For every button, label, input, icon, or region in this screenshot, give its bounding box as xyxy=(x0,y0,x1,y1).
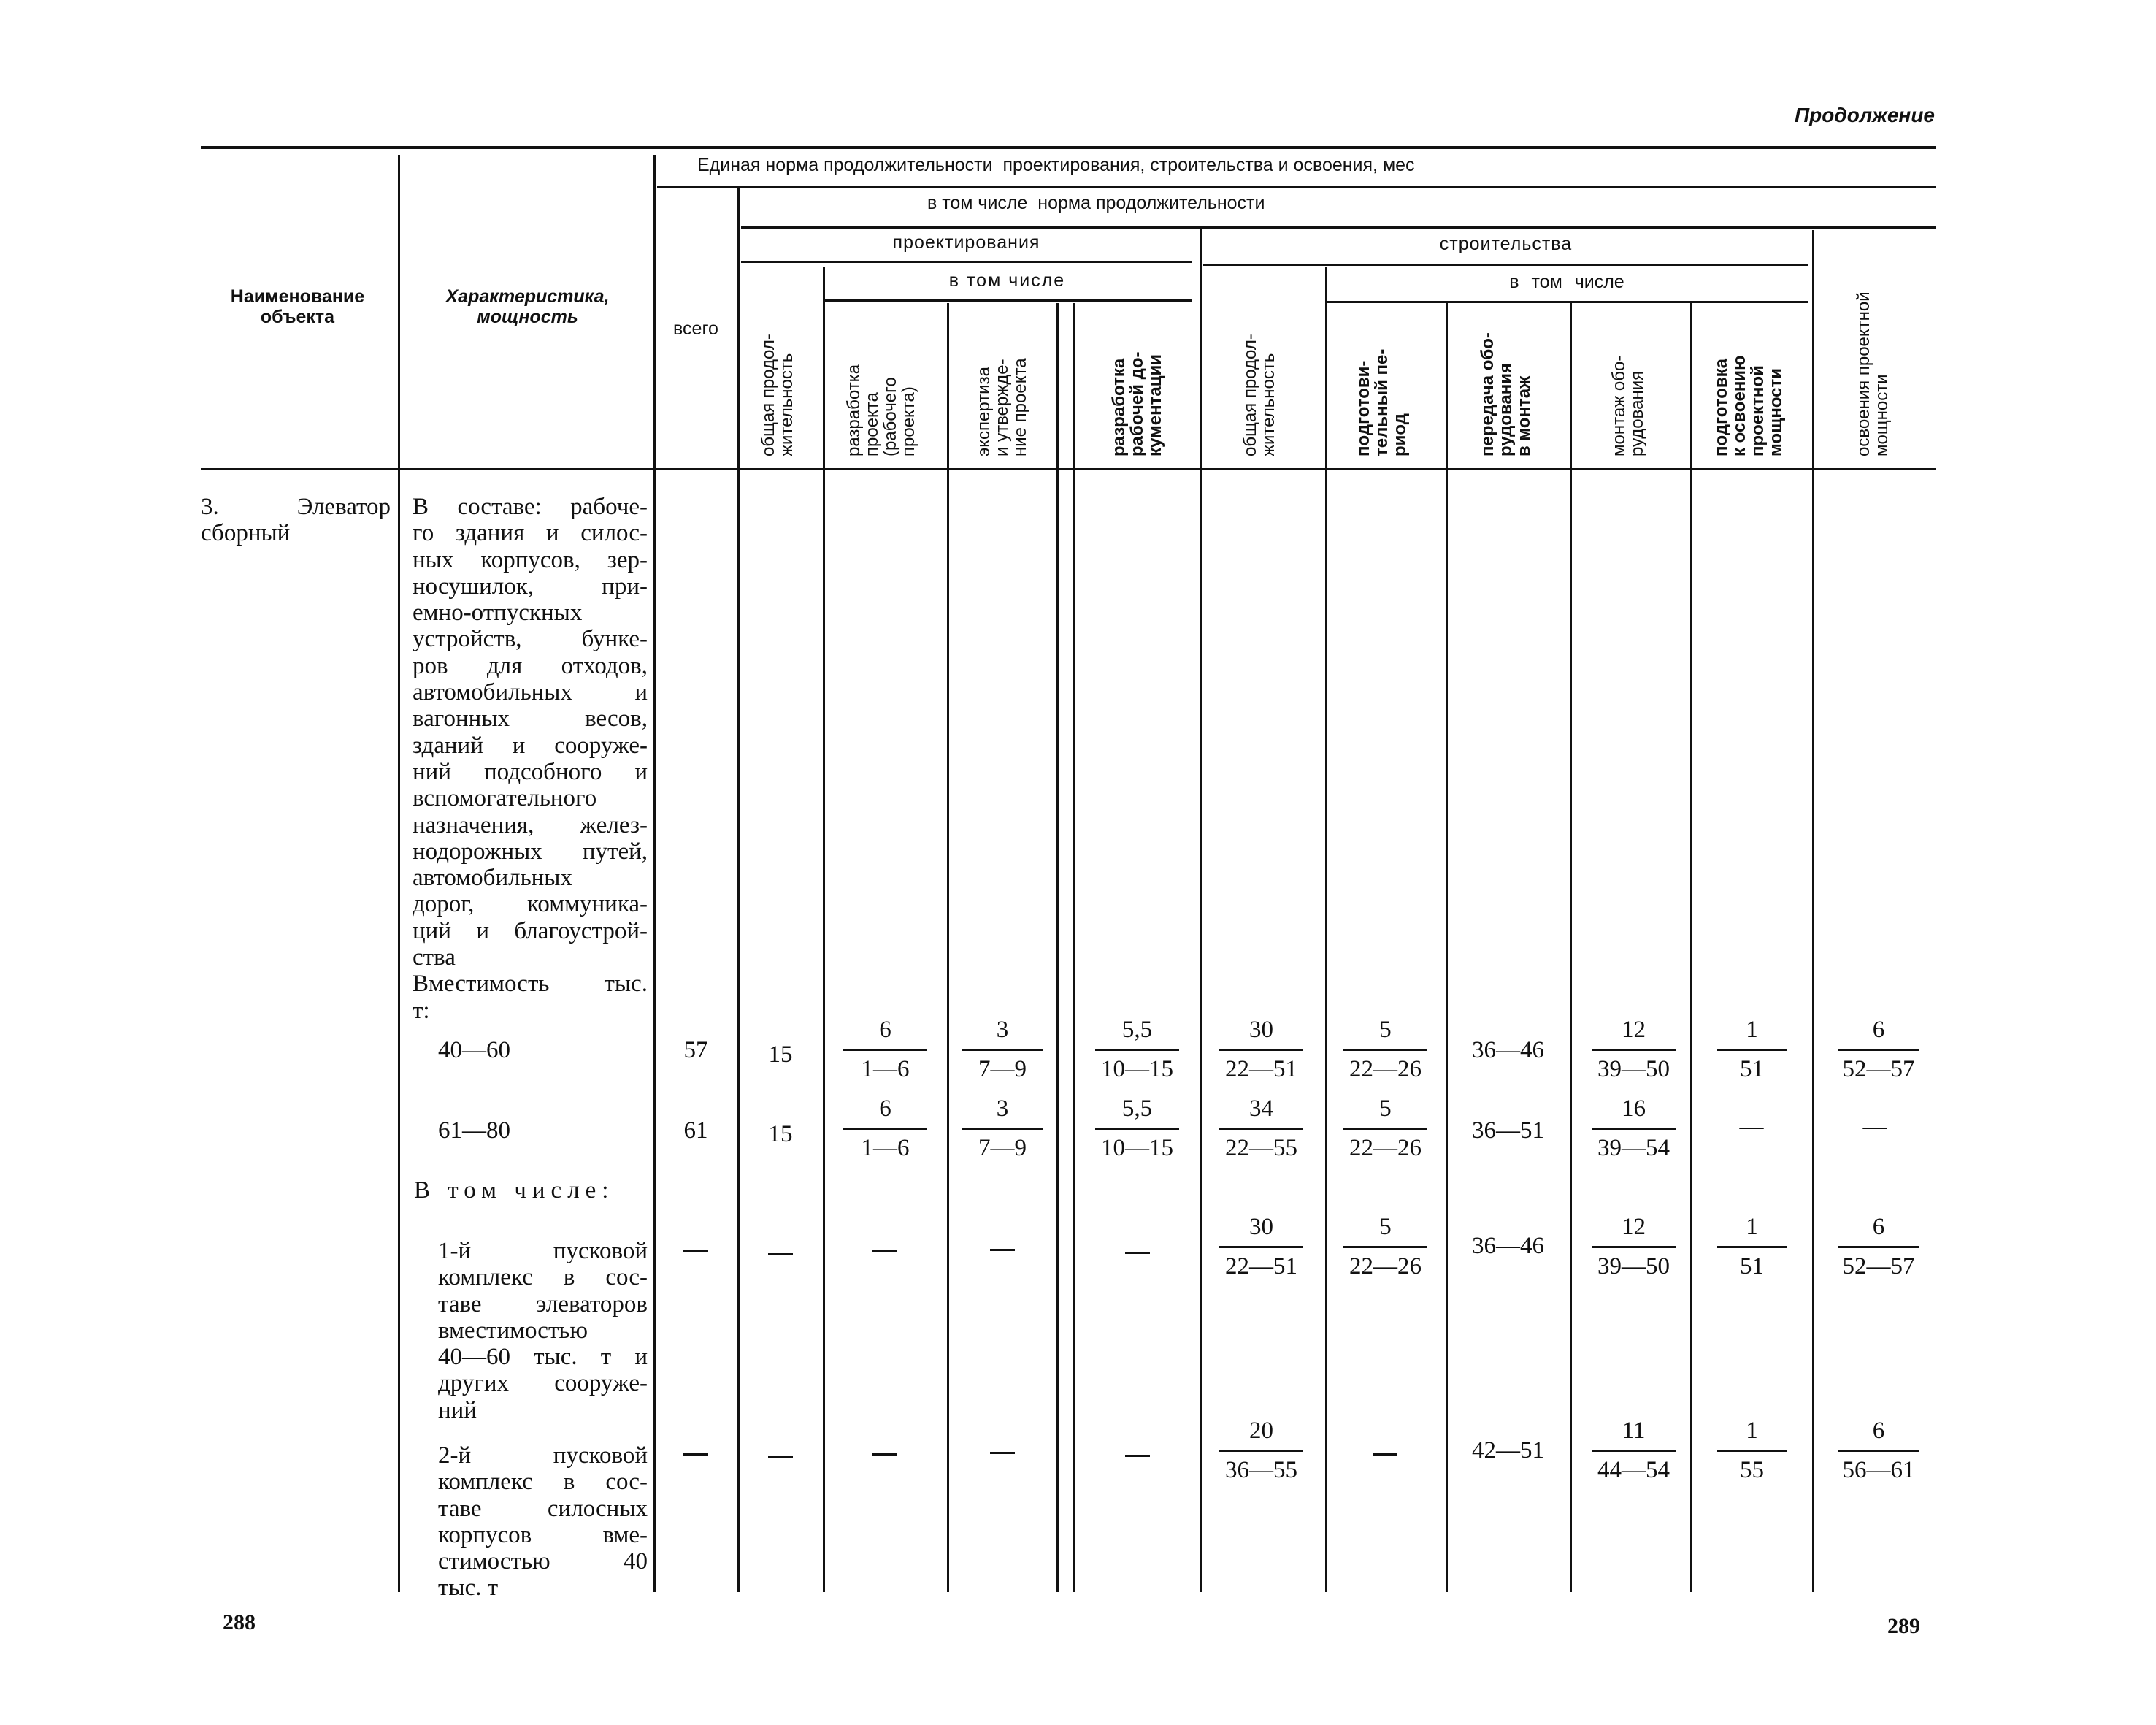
pk2-montazh-range: 44—54 xyxy=(1597,1457,1670,1483)
r2-ekspert-num: 3 xyxy=(996,1095,1009,1122)
r2-podg-osv: — xyxy=(1739,1114,1764,1140)
header-proekt: проектирования xyxy=(892,232,1040,253)
r1-ekspert xyxy=(962,1016,1043,1083)
pk2-line: корпусов вме- xyxy=(438,1521,648,1548)
pk1-obsh-stroit xyxy=(1219,1213,1303,1280)
char-line: ций и благоустрой- xyxy=(413,917,648,944)
r1-obsh-stroit xyxy=(1219,1016,1303,1083)
pk2-obsh-stroit-num: 20 xyxy=(1249,1418,1273,1444)
pk1-line: других сооруже- xyxy=(438,1370,648,1397)
r1-peredacha: 36—46 xyxy=(1472,1037,1544,1063)
header-vsego: всего xyxy=(673,318,718,339)
r2-razrab xyxy=(843,1095,927,1162)
r2-podg-num: 5 xyxy=(1379,1095,1392,1122)
r2-vsego: 61 xyxy=(683,1117,708,1144)
vline-montazh-podgosv xyxy=(1690,303,1692,1592)
vline-obsh-razrab xyxy=(823,267,825,1592)
vline-obsh-podg xyxy=(1325,267,1327,1592)
vline-ekspert-rabdok xyxy=(1056,303,1059,1592)
page-number-right: 289 xyxy=(1887,1614,1920,1638)
pk1-podg-range: 22—26 xyxy=(1349,1253,1422,1280)
pk1-obsh-stroit-num: 30 xyxy=(1249,1214,1273,1240)
vline-vsego-obsh xyxy=(737,188,740,1592)
r2-ekspert xyxy=(962,1095,1043,1162)
rule-under-proekt xyxy=(741,261,1192,263)
pk2-rabdok-dash xyxy=(1125,1455,1150,1457)
r1-podg-num: 5 xyxy=(1379,1017,1392,1043)
char-line: устройств, бунке- xyxy=(413,626,648,653)
rule-header-bottom xyxy=(201,468,1936,470)
r1-razrab-range: 1—6 xyxy=(861,1056,910,1082)
r1-osvoenie xyxy=(1838,1016,1919,1083)
pk1-line: таве элеваторов xyxy=(438,1290,648,1317)
pk2-line: таве силосных xyxy=(438,1495,648,1522)
pk2-osvoenie xyxy=(1838,1417,1919,1484)
vline-proekt-stroit xyxy=(1200,229,1202,1592)
char-line: дорог, коммуника- xyxy=(413,891,648,918)
pk1-osvoenie-range: 52—57 xyxy=(1842,1253,1915,1280)
char-line: автомобильных xyxy=(413,865,572,892)
char-line: ства xyxy=(413,944,456,971)
pk2-montazh-num: 11 xyxy=(1622,1418,1646,1444)
char-line: автомобильных и xyxy=(413,679,648,706)
r2-peredacha: 36—51 xyxy=(1472,1117,1544,1144)
pk1-podg-osv xyxy=(1717,1213,1787,1280)
object-characteristic xyxy=(413,494,648,1024)
char-line: ных корпусов, зер- xyxy=(413,546,648,573)
r1-ekspert-num: 3 xyxy=(996,1017,1009,1043)
char-line: ний подсобного и xyxy=(413,758,648,785)
r1-rabdok-num: 5,5 xyxy=(1121,1017,1153,1043)
r2-podg-range: 22—26 xyxy=(1349,1135,1422,1161)
vline-ekspert-rabdok-2 xyxy=(1073,303,1075,1592)
r1-montazh-range: 39—50 xyxy=(1597,1056,1670,1082)
pk2-peredacha: 42—51 xyxy=(1472,1437,1544,1464)
pk1-vsego-dash xyxy=(683,1250,708,1252)
rule-top xyxy=(201,146,1936,149)
r1-vsego: 57 xyxy=(683,1037,708,1063)
pk2-line: комплекс в сос- xyxy=(438,1469,648,1496)
r1-ekspert-range: 7—9 xyxy=(978,1056,1027,1082)
char-line: вагонных весов, xyxy=(413,705,648,733)
pk1-peredacha: 36—46 xyxy=(1472,1233,1544,1259)
header-stroit: строительства xyxy=(1439,234,1573,254)
pk1-montazh-range: 39—50 xyxy=(1597,1253,1670,1280)
pk1-podg-osv-range: 51 xyxy=(1740,1253,1764,1280)
r2-razrab-range: 1—6 xyxy=(861,1135,910,1161)
r2-osvoenie: — xyxy=(1862,1114,1887,1140)
pk1-text xyxy=(438,1238,648,1423)
r1-razrab xyxy=(843,1016,927,1083)
r1-osvoenie-num: 6 xyxy=(1872,1017,1885,1043)
header-sub-span: в том числе норма продолжительности xyxy=(927,193,1265,213)
r1-obsh-stroit-num: 30 xyxy=(1249,1017,1273,1043)
pk1-line: ний xyxy=(438,1396,477,1423)
pk1-line: комплекс в сос- xyxy=(438,1264,648,1291)
char-line: зданий и сооруже- xyxy=(413,732,648,759)
r2-obsh-stroit xyxy=(1219,1095,1303,1162)
vline-razrab-ekspert xyxy=(947,303,949,1592)
char-line: Вместимость тыс. xyxy=(413,971,648,998)
r2-razrab-num: 6 xyxy=(879,1095,891,1122)
pk1-line: вместимостью xyxy=(438,1317,588,1344)
pk1-ekspert-dash xyxy=(990,1249,1015,1251)
pk2-vsego-dash xyxy=(683,1453,708,1456)
rule-under-stroit xyxy=(1203,264,1808,266)
object-name-line: 3. Элеватор xyxy=(201,494,391,520)
pk2-text xyxy=(438,1442,648,1602)
r1-podg xyxy=(1343,1016,1427,1083)
vline-podgosv-osv xyxy=(1812,230,1814,1592)
vheader-montazh: монтаж обо- рудования xyxy=(1609,355,1647,456)
vline-peredacha-montazh xyxy=(1570,303,1572,1592)
v-tom-chisle-label: В том числе: xyxy=(414,1177,615,1204)
pk2-podg-dash xyxy=(1373,1453,1397,1456)
char-line: нодорожных путей, xyxy=(413,838,648,865)
pk1-line: 1-й пусковой xyxy=(438,1238,648,1264)
rule-under-vtc-b xyxy=(1325,301,1808,303)
header-characteristic: Характеристика, мощность xyxy=(445,286,610,327)
header-vtc-a: в том числе xyxy=(948,270,1066,291)
r1-razrab-num: 6 xyxy=(879,1017,891,1043)
char-line: В составе: рабоче- xyxy=(413,494,648,520)
vheader-razrab: разработка проекта (рабочего проекта) xyxy=(844,364,918,456)
r1-podg-osv-num: 1 xyxy=(1746,1017,1758,1043)
continuation-label: Продолжение xyxy=(1795,104,1935,126)
pk1-line: 40—60 тыс. т и xyxy=(438,1344,648,1371)
r1-rabdok-range: 10—15 xyxy=(1101,1056,1173,1082)
pk2-obsh-proekt-dash xyxy=(768,1456,793,1458)
vline-podg-peredacha xyxy=(1446,303,1448,1592)
pk1-obsh-stroit-range: 22—51 xyxy=(1225,1253,1297,1280)
header-name: Наименование объекта xyxy=(230,286,365,327)
r1-rabdok xyxy=(1095,1016,1179,1083)
vline-char-vsego xyxy=(653,155,656,1592)
char-line: го здания и силос- xyxy=(413,520,648,547)
pk1-rabdok-dash xyxy=(1125,1252,1150,1254)
vheader-podg: подготови- тельный пе- риод xyxy=(1354,348,1410,456)
r2-montazh xyxy=(1592,1095,1676,1162)
header-top-span: Единая норма продолжительности проектирования, строительства и освоения, мес xyxy=(697,155,1415,175)
pk1-podg-osv-num: 1 xyxy=(1746,1214,1758,1240)
rule-under-sub-span xyxy=(741,226,1936,229)
char-line: вспомогательного xyxy=(413,785,597,812)
rule-under-vtc-a xyxy=(823,299,1192,302)
pk2-osvoenie-range: 56—61 xyxy=(1842,1457,1915,1483)
vheader-ekspert: экспертиза и утвержде- ние проекта xyxy=(974,358,1030,456)
char-line: емно-отпускных xyxy=(413,600,583,627)
pk2-montazh xyxy=(1592,1417,1676,1484)
r1-osvoenie-range: 52—57 xyxy=(1842,1056,1915,1082)
r1-podg-osv xyxy=(1717,1016,1787,1083)
r2-montazh-num: 16 xyxy=(1622,1095,1646,1122)
r1-obsh-stroit-range: 22—51 xyxy=(1225,1056,1297,1082)
pk1-razrab-dash xyxy=(872,1250,897,1252)
vheader-podg-osv: подготовка к освоению проектной мощности xyxy=(1711,355,1786,456)
row-label-40-60: 40—60 xyxy=(438,1037,510,1063)
vheader-rabdok: разработка рабочей до- кументации xyxy=(1109,351,1165,456)
r2-rabdok-num: 5,5 xyxy=(1121,1095,1153,1122)
pk2-obsh-stroit-range: 36—55 xyxy=(1225,1457,1297,1483)
pk2-podg-osv-range: 55 xyxy=(1740,1457,1764,1483)
r1-montazh xyxy=(1592,1016,1676,1083)
r2-ekspert-range: 7—9 xyxy=(978,1135,1027,1161)
r2-montazh-range: 39—54 xyxy=(1597,1135,1670,1161)
r1-podg-range: 22—26 xyxy=(1349,1056,1422,1082)
char-line: назначения, желез- xyxy=(413,811,648,838)
vheader-obsh-stroit: общая продол- жительность xyxy=(1240,334,1278,456)
char-line: т: xyxy=(413,997,430,1024)
r2-obsh-proekt: 15 xyxy=(768,1121,793,1147)
r2-podg xyxy=(1343,1095,1427,1162)
pk2-line: тыс. т xyxy=(438,1575,499,1602)
pk2-obsh-stroit xyxy=(1219,1417,1303,1484)
header-vtc-b: в том числе xyxy=(1509,272,1624,292)
page-number-left: 288 xyxy=(223,1610,256,1634)
rule-under-top-span xyxy=(657,186,1936,188)
pk1-podg xyxy=(1343,1213,1427,1280)
row-label-61-80: 61—80 xyxy=(438,1117,510,1144)
vheader-peredacha: передача обо- рудования в монтаж xyxy=(1478,332,1534,456)
vheader-obsh-proekt: общая продол- жительность xyxy=(759,334,797,456)
char-line: ров для отходов, xyxy=(413,652,648,679)
pk1-montazh-num: 12 xyxy=(1622,1214,1646,1240)
pk1-montazh xyxy=(1592,1213,1676,1280)
r1-podg-osv-range: 51 xyxy=(1740,1056,1764,1082)
vline-name-char xyxy=(398,155,400,1592)
pk2-podg-osv xyxy=(1717,1417,1787,1484)
r2-obsh-stroit-num: 34 xyxy=(1249,1095,1273,1122)
pk1-podg-num: 5 xyxy=(1379,1214,1392,1240)
object-name-line: сборный xyxy=(201,520,291,547)
pk2-podg-osv-num: 1 xyxy=(1746,1418,1758,1444)
r1-obsh-proekt: 15 xyxy=(768,1041,793,1068)
pk2-line: стимостью 40 xyxy=(438,1548,648,1575)
pk2-razrab-dash xyxy=(872,1453,897,1456)
pk1-obsh-proekt-dash xyxy=(768,1253,793,1255)
pk1-osvoenie xyxy=(1838,1213,1919,1280)
char-line: носушилок, при- xyxy=(413,573,648,600)
object-name xyxy=(201,494,391,547)
vheader-osvoenie: освоения проектной мощности xyxy=(1854,291,1892,456)
pk1-osvoenie-num: 6 xyxy=(1872,1214,1885,1240)
r1-montazh-num: 12 xyxy=(1622,1017,1646,1043)
r2-rabdok-range: 10—15 xyxy=(1101,1135,1173,1161)
r2-obsh-stroit-range: 22—55 xyxy=(1225,1135,1297,1161)
pk2-osvoenie-num: 6 xyxy=(1872,1418,1885,1444)
pk2-ekspert-dash xyxy=(990,1452,1015,1454)
pk2-line: 2-й пусковой xyxy=(438,1442,648,1469)
r2-rabdok xyxy=(1095,1095,1179,1162)
